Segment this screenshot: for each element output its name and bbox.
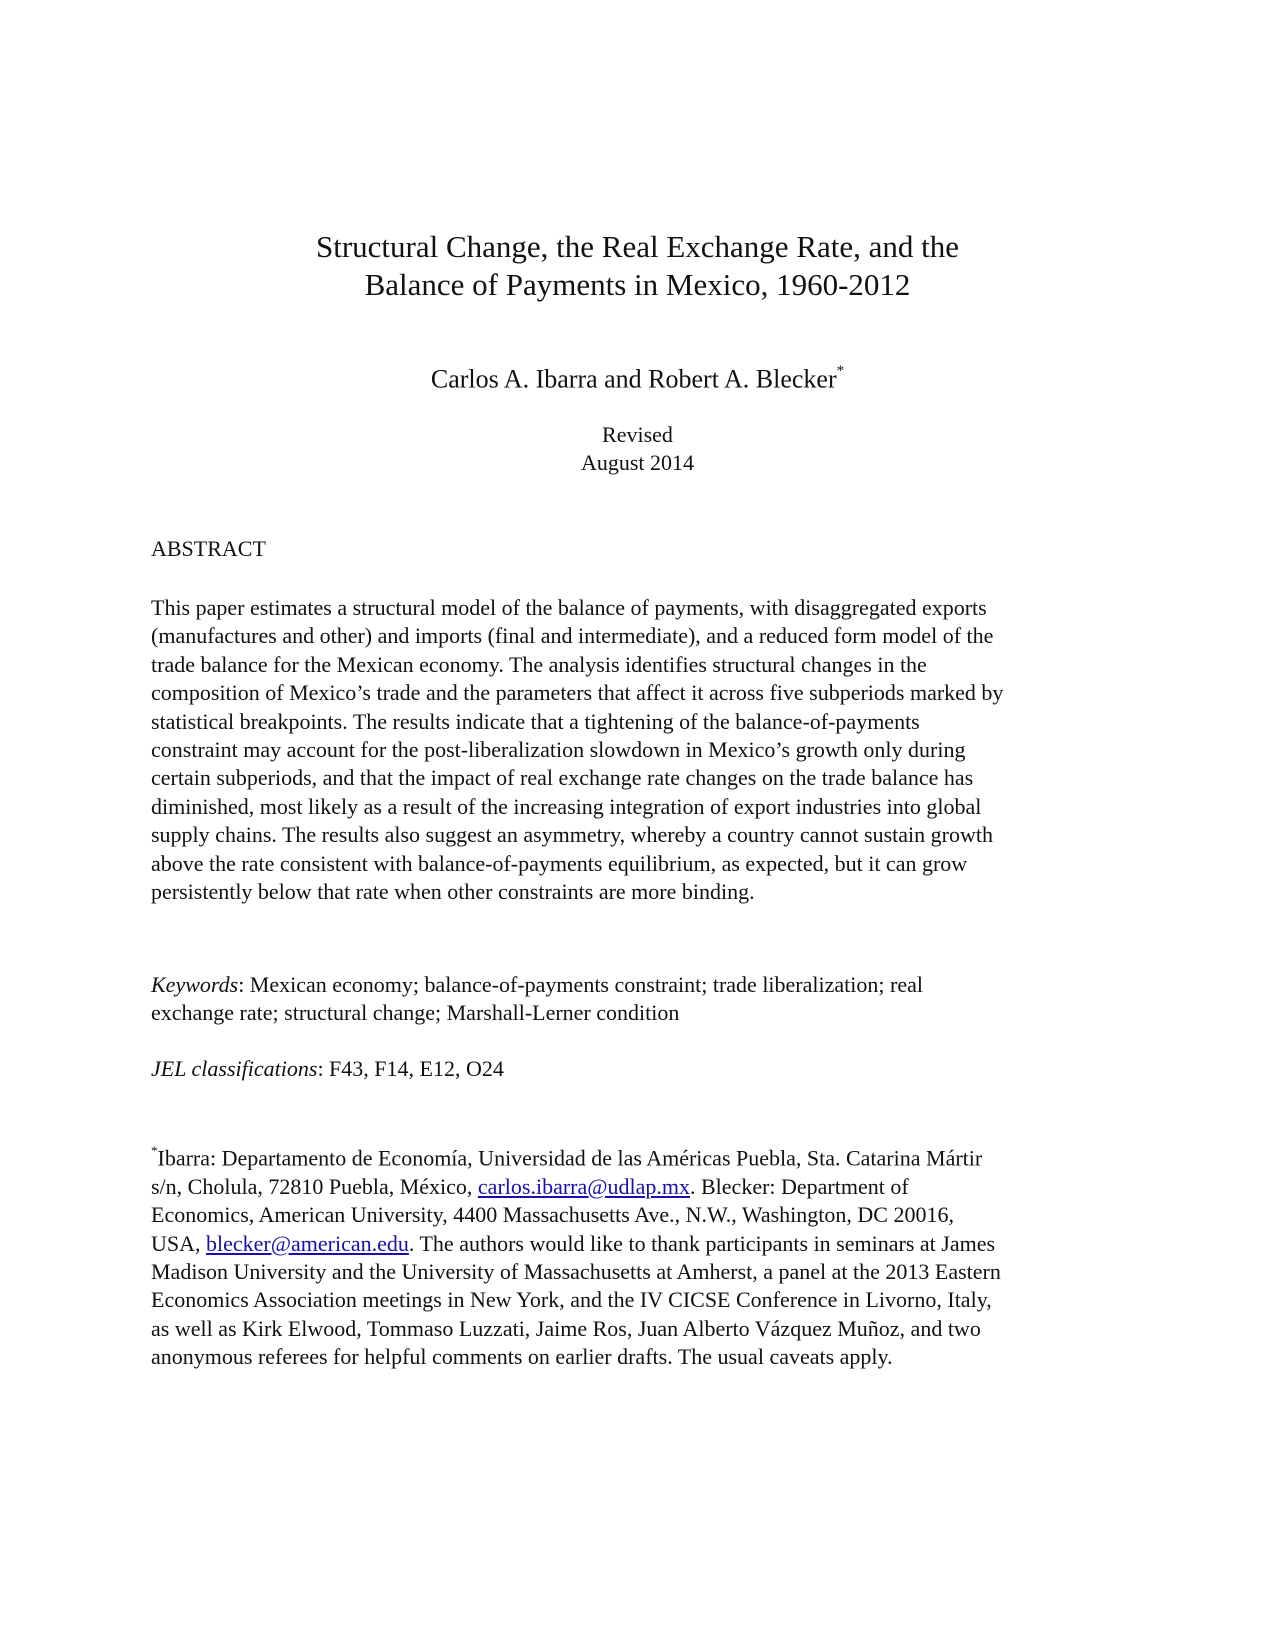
abstract-line: supply chains. The results also suggest an asymmetry, whereby a country cannot sustain growth (151, 822, 993, 848)
footnote-line-2 (151, 1173, 1141, 1201)
author-footnote-marker: * (836, 363, 845, 379)
email-link-ibarra[interactable]: carlos.ibarra@udlap.mx (477, 1173, 690, 1199)
abstract-line: diminished, most likely as a result of the increasing integration of export industries into global (151, 793, 982, 819)
revision-date: August 2014 (580, 450, 695, 475)
abstract-line: trade balance for the Mexican economy. The analysis identifies structural changes in the (151, 651, 927, 677)
jel-block (151, 1055, 504, 1083)
title-line-1: Structural Change, the Real Exchange Rate, and the (315, 229, 960, 264)
footnote (151, 1139, 1141, 1372)
footnote-line-5: Madison University and the University of Massachusetts at Amherst, a panel at the 2013 Eastern (151, 1258, 1001, 1284)
abstract-line: composition of Mexico’s trade and the parameters that affect it across five subperiods marked by (151, 680, 1004, 706)
abstract-body (151, 594, 1141, 906)
jel-label: JEL classifications (151, 1056, 318, 1081)
authors: Carlos A. Ibarra and Robert A. Blecker (430, 364, 837, 394)
abstract-line: certain subperiods, and that the impact of real exchange rate changes on the trade balance has (151, 765, 974, 791)
footnote-line-7: as well as Kirk Elwood, Tommaso Luzzati, Jaime Ros, Juan Alberto Vázquez Muñoz, and two (151, 1315, 981, 1341)
footnote-line-8: anonymous referees for helpful comments on earlier drafts. The usual caveats apply. (151, 1344, 893, 1370)
abstract-heading: ABSTRACT (151, 536, 266, 561)
keywords-text-1: : Mexican economy; balance-of-payments constraint; trade liberalization; real (238, 972, 923, 997)
footnote-line-1 (151, 1139, 1141, 1173)
footnote-text: . The authors would like to thank participants in seminars at James (408, 1230, 996, 1256)
abstract-line: above the rate consistent with balance-of-payments equilibrium, as expected, but it can grow (151, 850, 968, 876)
keywords-line-1 (151, 971, 1141, 999)
abstract-line: statistical breakpoints. The results indicate that a tightening of the balance-of-payments (151, 708, 920, 734)
keywords-block (151, 971, 1141, 1028)
abstract-line: This paper estimates a structural model of the balance of payments, with disaggregated exports (151, 595, 987, 620)
footnote-line-6: Economics Association meetings in New York, and the IV CICSE Conference in Livorno, Italy, (151, 1287, 992, 1313)
footnote-marker: * (151, 1143, 158, 1158)
email-link-blecker[interactable]: blecker@american.edu (206, 1230, 409, 1256)
footnote-text: s/n, Cholula, 72810 Puebla, México, (151, 1173, 478, 1199)
author-line (0, 358, 1275, 396)
footnote-text: USA, (151, 1230, 207, 1256)
paper-title (0, 228, 1275, 304)
footnote-text: Ibarra: Departamento de Economía, Universidad de las Américas Puebla, Sta. Catarina Mártir (157, 1145, 983, 1171)
footnote-line-3: Economics, American University, 4400 Massachusetts Ave., N.W., Washington, DC 20016, (151, 1202, 954, 1228)
keywords-label: Keywords (151, 972, 239, 997)
revision-info (0, 421, 1275, 477)
title-line-2: Balance of Payments in Mexico, 1960-2012 (364, 267, 911, 302)
revised-label: Revised (602, 422, 673, 447)
keywords-text-2: exchange rate; structural change; Marshall-Lerner condition (151, 1000, 680, 1026)
abstract-line: persistently below that rate when other constraints are more binding. (151, 879, 755, 905)
jel-codes: : F43, F14, E12, O24 (317, 1056, 504, 1081)
footnote-line-4 (151, 1230, 1141, 1258)
abstract-line: constraint may account for the post-liberalization slowdown in Mexico’s growth only during (151, 737, 966, 763)
footnote-text: . Blecker: Department of (690, 1173, 909, 1199)
abstract-line: (manufactures and other) and imports (final and intermediate), and a reduced form model of the (151, 623, 994, 649)
